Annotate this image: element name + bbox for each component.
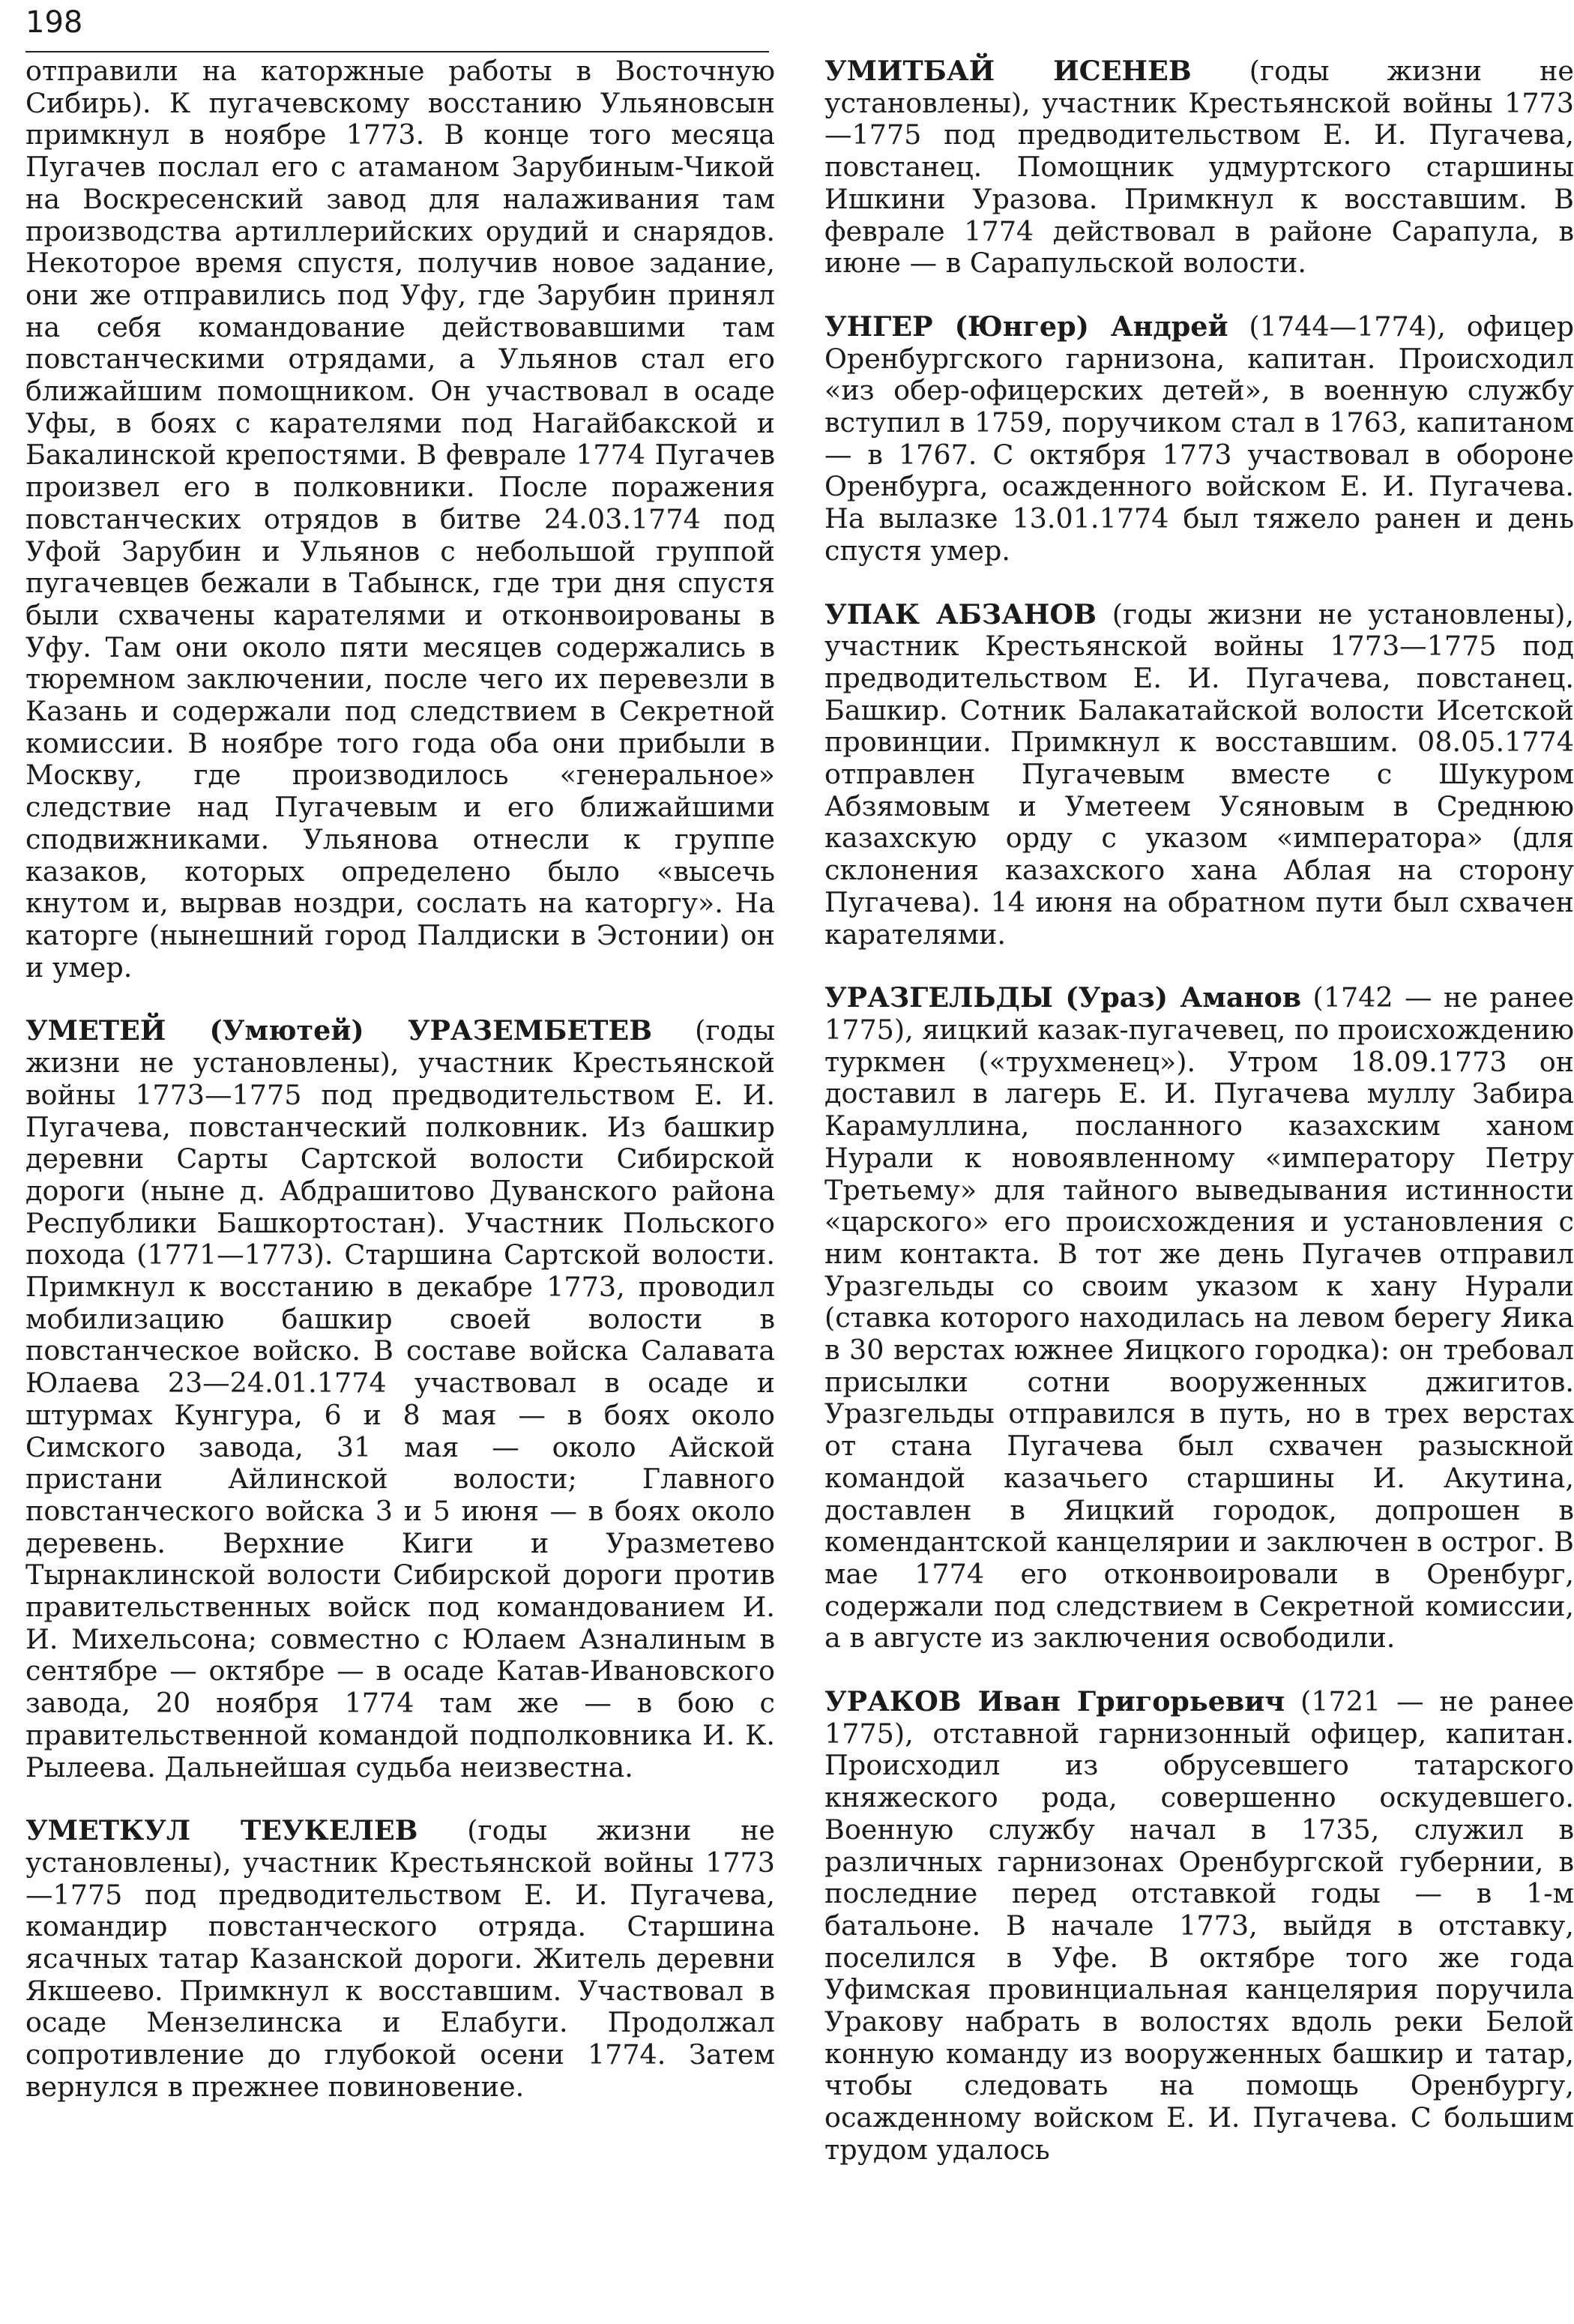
entry-urazgeldy — [824, 982, 1574, 1655]
entry-heading: УМИТБАЙ ИСЕНЕВ — [824, 55, 1192, 87]
entry-text: (1721 — не ранее 1775), отставной гарнизонный офицер, капитан. Происходил из обрусевшего татарского княжеского рода, совершенно оскудевшего. Военную службу начал в 1735, служил в различных гарнизонах Оренбургской губернии, в последние перед отставкой годы — в 1-м батальоне. В начале 1773, выйдя в отставку, поселился в Уфе. В октябре того же года Уфимская провинциальная канцелярия поручила Уракову набрать в волостях вдоль реки Белой конную команду из вооруженных башкир и татар, чтобы следовать на помощь Оренбургу, осажденному войском Е. И. Пугачева. С большим трудом удалось — [824, 1685, 1574, 2166]
entry-text: (годы жизни не установлены), участник Крестьянской войны 1773—1775 под предводительством Е. И. Пугачева, повстанец. Помощник удмуртского старшины Ишкини Уразова. Примкнул к восставшим. В феврале 1774 действовал в районе Сарапула, в июне — в Сарапульской волости. — [824, 55, 1574, 280]
right-column — [824, 55, 1574, 2167]
entry-heading: УМЕТЕЙ (Умютей) УРАЗЕМБЕТЕВ — [25, 1014, 653, 1047]
entry-umitbay — [824, 55, 1574, 280]
entry-text: (годы жизни не установлены), участник Крестьянской войны 1773—1775 под предводительством Е. И. Пугачева, командир повстанческого отряда. Старшина ясачных татар Казанской дороги. Житель деревни Якшеево. Примкнул к восставшим. Участвовал в осаде Мензелинска и Елабуги. Продолжал сопротивление до глубокой осени 1774. Затем вернулся в прежнее повиновение. — [25, 1814, 775, 2103]
entry-heading: УМЕТКУЛ ТЕУКЕЛЕВ — [25, 1814, 418, 1847]
entry-heading: УРАЗГЕЛЬДЫ (Ураз) Аманов — [824, 981, 1302, 1014]
entry-umetey — [25, 1015, 775, 1783]
left-column — [25, 55, 775, 2104]
continuation-paragraph: отправили на каторжные работы в Восточную Сибирь). К пугачевскому восстанию Ульяновсын примкнул в ноябре 1773. В конце того месяца Пугачев послал его с атаманом Зарубиным-Чикой на Воскресенский завод для налаживания там производства артиллерийских орудий и снарядов. Некоторое время спустя, получив новое задание, они же отправились под Уфу, где Зарубин принял на себя командование действовавшими там повстанческими отрядами, а Ульянов стал его ближайшим помощником. Он участвовал в осаде Уфы, в боях с карателями под Нагайбакской и Бакалинской крепостями. В феврале 1774 Пугачев произвел его в полковники. После поражения повстанческих отрядов в битве 24.03.1774 под Уфой Зарубин и Ульянов с небольшой группой пугачевцев бежали в Табынск, где три дня спустя были схвачены карателями и отконвоированы в Уфу. Там они около пяти месяцев содержались в тюремном заключении, после чего их перевезли в Казань и содержали под следствием в Секретной комиссии. В ноябре того года оба они прибыли в Москву, где производилось «генеральное» следствие над Пугачевым и его ближайшими сподвижниками. Ульянова отнесли к группе казаков, которых определено было «высечь кнутом и, вырвав ноздри, сослать на каторгу». На каторге (нынешний город Палдиски в Эстонии) он и умер. — [25, 55, 775, 984]
entry-urakov — [824, 1686, 1574, 2167]
entry-text: (годы жизни не установлены), участник Крестьянской войны 1773—1775 под предводительством Е. И. Пугачева, повстанческий полковник. Из башкир деревни Сарты Сартской волости Сибирской дороги (ныне д. Абдрашитово Дуванского района Республики Башкортостан). Участник Польского похода (1771—1773). Старшина Сартской волости. Примкнул к восстанию в декабре 1773, проводил мобилизацию башкир своей волости в повстанческое войско. В составе войска Салавата Юлаева 23—24.01.1774 участвовал в осаде и штурмах Кунгура, 6 и 8 мая — в боях около Симского завода, 31 мая — около Айской пристани Айлинской волости; Главного повстанческого войска 3 и 5 июня — в боях около деревень. Верхние Киги и Уразметево Тырнаклинской волости Сибирской дороги против правительственных войск под командованием И. И. Михельсона; совместно с Юлаем Азналиным в сентябре — октябре — в осаде Катав-Ивановского завода, 20 ноября 1774 там же — в бою с правительственной командой подполковника И. К. Рылеева. Дальнейшая судьба неизвестна. — [25, 1014, 775, 1783]
entry-heading: УПАК АБЗАНОВ — [824, 597, 1097, 630]
entry-text: (годы жизни не установлены), участник Крестьянской войны 1773—1775 под предводительством Е. И. Пугачева, повстанец. Башкир. Сотник Балакатайской волости Исетской провинции. Примкнул к восставшим. 08.05.1774 отправлен Пугачевым вместе с Шукуром Абзямовым и Уметеем Усяновым в Среднюю казахскую орду с указом «императора» (для склонения казахского хана Аблая на сторону Пугачева). 14 июня на обратном пути был схвачен карателями. — [824, 597, 1574, 951]
entry-heading: УРАКОВ Иван Григорьевич — [824, 1685, 1285, 1718]
entry-umetkul — [25, 1815, 775, 2103]
entry-heading: УНГЕР (Юнгер) Андрей — [824, 310, 1228, 343]
entry-text: (1744—1774), офицер Оренбургского гарнизона, капитан. Происходил «из обер-офицерских детей», в военную службу вступил в 1759, поручиком стал в 1763, капитаном — в 1767. С октября 1773 участвовал в обороне Оренбурга, осажденного войском Е. И. Пугачева. На вылазке 13.01.1774 был тяжело ранен и день спустя умер. — [824, 310, 1574, 567]
entry-unger — [824, 311, 1574, 568]
entry-text: (1742 — не ранее 1775), яицкий казак-пугачевец, по происхождению туркмен («трухменец»). Утром 18.09.1773 он доставил в лагерь Е. И. Пугачева муллу Забира Карамуллина, посланного казахским ханом Нурали к новоявленному «императору Петру Третьему» для тайного выведывания истинности «царского» его происхождения и установления с ним контакта. В тот же день Пугачев отправил Уразгельды со своим указом к хану Нурали (ставка которого находилась на левом берегу Яика в 30 верстах южнее Яицкого городка): он требовал присылки сотни вооруженных джигитов. Уразгельды отправился в путь, но в трех верстах от стана Пугачева был схвачен разыскной командой казачьего старшины И. Акутина, доставлен в Яицкий городок, допрошен в комендантской канцелярии и заключен в острог. В мае 1774 его отконвоировали в Оренбург, содержали под следствием в Секретной комиссии, а в августе из заключения освободили. — [824, 981, 1574, 1655]
entry-upak — [824, 599, 1574, 951]
page-number: 198 — [25, 5, 83, 40]
header-rule — [25, 51, 769, 52]
